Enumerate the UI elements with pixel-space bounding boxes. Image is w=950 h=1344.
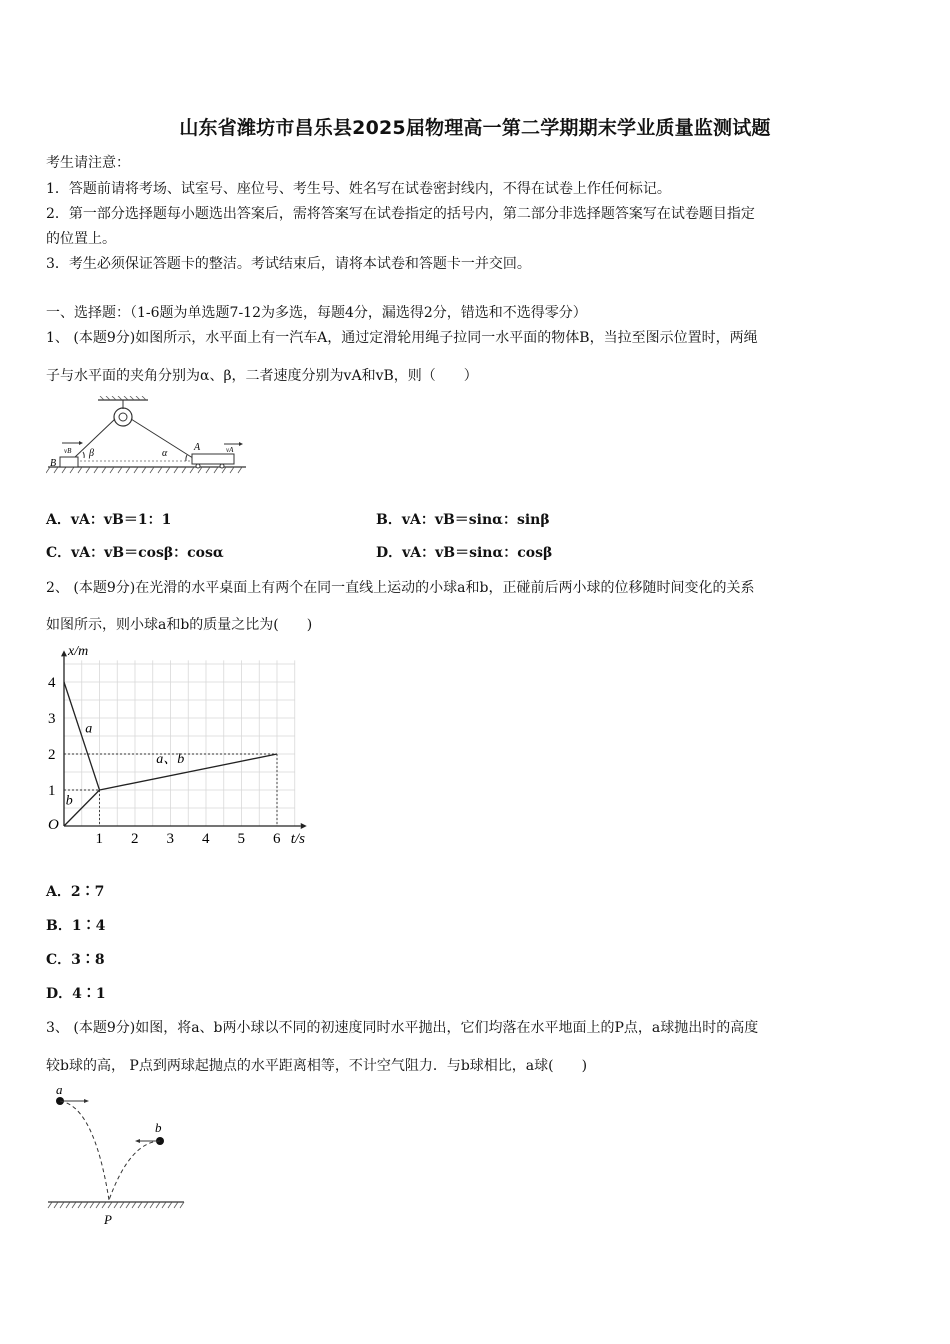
label-b: b: [155, 1120, 162, 1135]
x-tick-label: 4: [202, 831, 210, 847]
car-a: [192, 454, 234, 464]
question-3-line1: 3、 (本题9分)如图，将a、b两小球以不同的初速度同时水平抛出，它们均落在水平地面上的P点，a球抛出时的高度: [46, 1020, 759, 1036]
trajectory-b: [109, 1141, 160, 1200]
question-3-line2: 较b球的高， P点到两球起抛点的水平距离相等，不计空气阻力．与b球相比，a球( ): [46, 1058, 588, 1074]
page-title: 山东省潍坊市昌乐县2025届物理高一第二学期期末学业质量监测试题: [179, 117, 771, 139]
q2-option-b[interactable]: B．1∶4: [46, 918, 106, 934]
q1-option-a[interactable]: A．vA：vB＝1：1: [46, 512, 172, 528]
y-tick-label: 3: [48, 711, 56, 727]
q1-option-c[interactable]: C．vA：vB＝cosβ：cosα: [46, 545, 224, 561]
position-time-chart: [46, 640, 311, 850]
x-tick-label: 6: [273, 831, 281, 847]
q1-option-b[interactable]: B．vA：vB＝sinα：sinβ: [376, 512, 550, 528]
q2-option-a[interactable]: A．2∶7: [46, 884, 105, 900]
label-vb: vB: [64, 447, 72, 455]
x-tick-label: 3: [166, 831, 174, 847]
q2-option-d[interactable]: D．4∶1: [46, 986, 106, 1002]
label-a: A: [194, 442, 201, 453]
y-axis-arrow: [61, 650, 67, 656]
series-label-a: a: [85, 721, 93, 737]
label-beta: β: [89, 448, 94, 459]
y-tick-label: 4: [48, 675, 56, 691]
question-1-line1: 1、 (本题9分)如图所示，水平面上有一汽车A，通过定滑轮用绳子拉同一水平面的物体B，当拉至图示位置时，两绳: [46, 330, 758, 346]
x-tick-label: 5: [237, 831, 245, 847]
y-axis-label: x/m: [68, 644, 89, 659]
notice-item: 2．第一部分选择题每小题选出答案后，需将答案写在试卷指定的括号内，第二部分非选择题答案写在试卷题目指定: [46, 206, 755, 222]
label-alpha: α: [162, 448, 168, 459]
trajectory-a: [60, 1101, 109, 1200]
projectile-figure: [46, 1082, 188, 1230]
y-tick-label: 1: [48, 783, 56, 799]
x-axis-label: t/s: [290, 831, 305, 847]
label-va: vA: [226, 446, 234, 454]
x-tick-label: 1: [95, 831, 103, 847]
origin-label: O: [48, 817, 59, 833]
x-tick-label: 2: [131, 831, 139, 847]
section-heading: 一、选择题：（1-6题为单选题7-12为多选，每题4分，漏选得2分，错选和不选得零分）: [46, 305, 587, 321]
question-2-line1: 2、 (本题9分)在光滑的水平桌面上有两个在同一直线上运动的小球a和b，正碰前后两小球的位移随时间变化的关系: [46, 580, 755, 596]
block-b: [60, 457, 78, 467]
notice-item: 1．答题前请将考场、试室号、座位号、考生号、姓名写在试卷密封线内，不得在试卷上作任何标记。: [46, 181, 671, 197]
question-2-line2: 如图所示，则小球a和b的质量之比为( ): [46, 617, 313, 633]
label-b: B: [50, 458, 57, 469]
y-tick-label: 2: [48, 747, 56, 763]
label-a: a: [56, 1082, 63, 1097]
series-label-ab: a、b: [156, 752, 185, 767]
q2-option-c[interactable]: C．3∶8: [46, 952, 105, 968]
q1-option-d[interactable]: D．vA：vB＝sinα：cosβ: [376, 545, 553, 561]
pulley-figure: [46, 396, 250, 478]
notice-header: 考生请注意：: [46, 155, 130, 171]
notice-item: 的位置上。: [46, 231, 116, 247]
notice-item: 3．考生必须保证答题卡的整洁。考试结束后，请将本试卷和答题卡一并交回。: [46, 256, 531, 272]
rope-to-b: [74, 419, 115, 458]
pulley-icon: [114, 408, 132, 426]
question-1-line2: 子与水平面的夹角分别为α、β，二者速度分别为vA和vB，则（ ）: [46, 368, 478, 384]
x-axis-arrow: [301, 823, 307, 829]
label-p: P: [104, 1212, 112, 1227]
series-label-b: b: [65, 793, 73, 809]
